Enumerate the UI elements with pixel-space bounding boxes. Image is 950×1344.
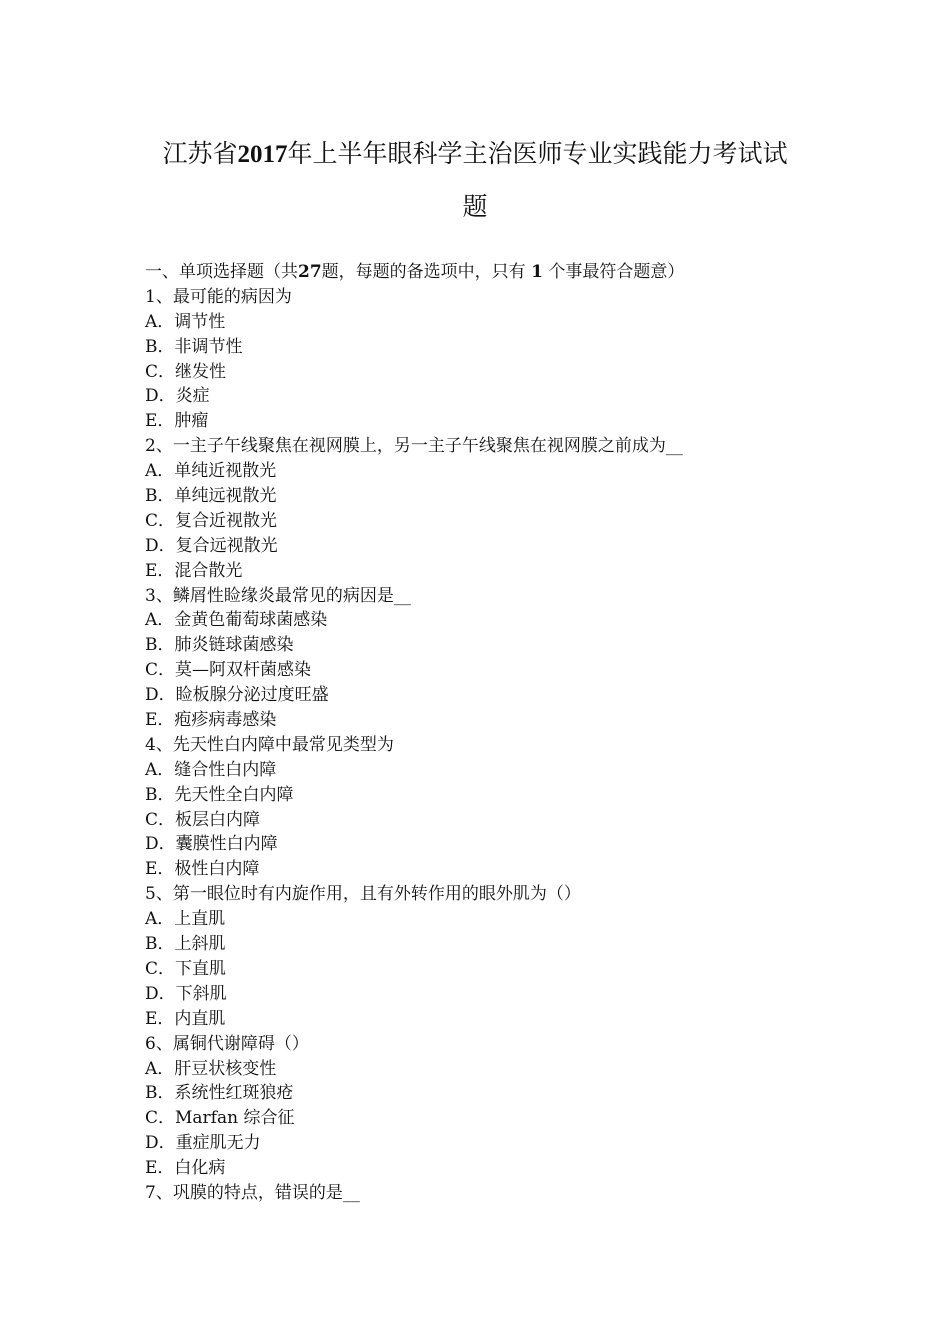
answer-option: A．单纯近视散光 xyxy=(145,461,277,482)
title-line-2: 题 xyxy=(462,192,488,221)
question-text: 6、属铜代谢障碍（） xyxy=(145,1033,309,1054)
answer-option: D．睑板腺分泌过度旺盛 xyxy=(145,685,329,706)
answer-option: B．先天性全白内障 xyxy=(145,784,294,805)
answer-option: D．囊膜性白内障 xyxy=(145,834,278,855)
answer-option: E．混合散光 xyxy=(145,560,243,581)
title-year: 2017 xyxy=(237,141,288,168)
answer-option: E．肿瘤 xyxy=(145,411,209,432)
answer-option: B．系统性红斑狼疮 xyxy=(145,1083,294,1104)
section-heading xyxy=(145,260,845,285)
answer-option: C．继发性 xyxy=(145,361,227,382)
question-text: 1、最可能的病因为 xyxy=(145,286,292,307)
answer-option: D．重症肌无力 xyxy=(145,1133,261,1154)
answer-option: C．下直肌 xyxy=(145,958,227,979)
section-answer-count: 1 xyxy=(531,262,543,282)
answer-option: D．下斜肌 xyxy=(145,983,227,1004)
answer-option: B．非调节性 xyxy=(145,336,243,357)
answer-option: B．肺炎链球菌感染 xyxy=(145,635,294,656)
answer-option: D．复合远视散光 xyxy=(145,535,278,556)
answer-option: E．疱疹病毒感染 xyxy=(145,710,277,731)
answer-option: B．单纯远视散光 xyxy=(145,486,277,507)
document-title xyxy=(100,128,850,233)
section-heading-middle: 题，每题的备选项中，只有 xyxy=(321,262,526,282)
answer-option: E．白化病 xyxy=(145,1158,226,1179)
section-question-count: 27 xyxy=(298,262,322,282)
question-text: 7、巩膜的特点，错误的是__ xyxy=(145,1182,360,1203)
answer-option: A．上直肌 xyxy=(145,909,226,930)
answer-option: E．极性白内障 xyxy=(145,859,260,880)
answer-option: C．莫—阿双杆菌感染 xyxy=(145,660,312,681)
answer-option: A．调节性 xyxy=(145,311,226,332)
answer-option: A．肝豆状核变性 xyxy=(145,1058,277,1079)
answer-option: D．炎症 xyxy=(145,386,210,407)
title-suffix: 年上半年眼科学主治医师专业实践能力考试试 xyxy=(287,139,788,168)
question-text: 3、鳞屑性睑缘炎最常见的病因是__ xyxy=(145,585,411,606)
answer-option: B．上斜肌 xyxy=(145,934,226,955)
section-heading-suffix: 个事最符合题意） xyxy=(548,262,685,282)
question-text: 5、第一眼位时有内旋作用，且有外转作用的眼外肌为（） xyxy=(145,884,581,905)
answer-option: A．金黄色葡萄球菌感染 xyxy=(145,610,328,631)
answer-option: C．板层白内障 xyxy=(145,809,261,830)
document-body xyxy=(145,260,845,1206)
question-text: 4、先天性白内障中最常见类型为 xyxy=(145,734,394,755)
section-heading-prefix: 一、单项选择题（共 xyxy=(145,262,298,282)
title-prefix: 江苏省 xyxy=(162,139,238,168)
answer-option: C．Marfan 综合征 xyxy=(145,1108,295,1129)
question-text: 2、一主子午线聚焦在视网膜上，另一主子午线聚焦在视网膜之前成为__ xyxy=(145,436,683,457)
title-line-1 xyxy=(100,128,850,181)
answer-option: C．复合近视散光 xyxy=(145,510,278,531)
answer-option: A．缝合性白内障 xyxy=(145,759,277,780)
answer-option: E．内直肌 xyxy=(145,1008,226,1029)
